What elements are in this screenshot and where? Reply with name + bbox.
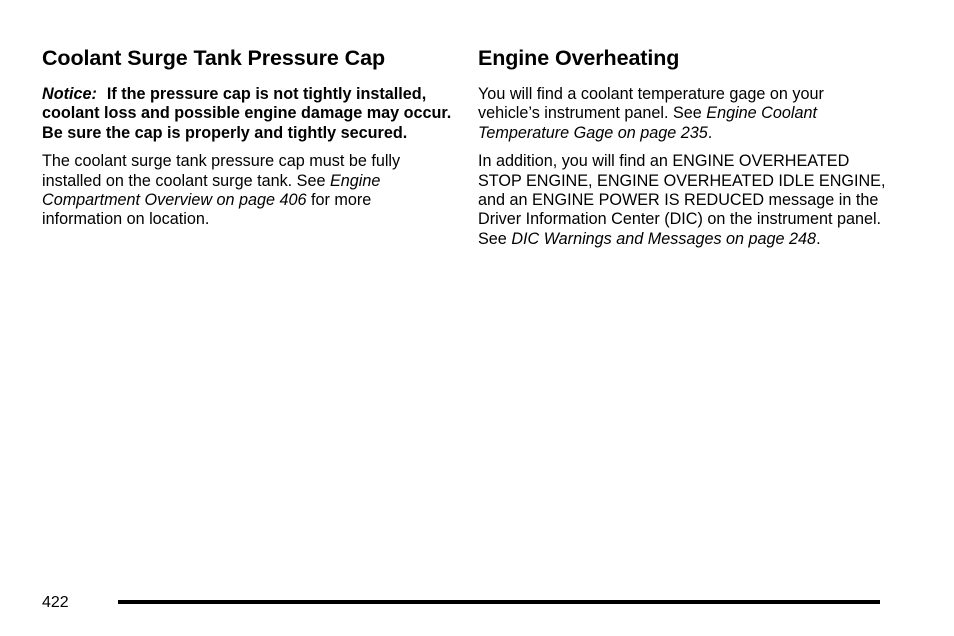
coolant-cap-text: The coolant surge tank pressure cap must be fully installed on the coolant surge tank. See — [42, 152, 401, 190]
notice-label: Notice: — [42, 85, 97, 103]
footer-rule — [118, 600, 880, 604]
overheating-text-1: You will find a coolant temperature gage on your vehicle’s instrument panel. See — [478, 85, 824, 123]
coolant-cap-text-end: for more information on location. — [42, 191, 372, 229]
overheating-paragraph-2 — [478, 152, 890, 249]
notice-text: If the pressure cap is not tightly installed, coolant loss and possible engine damage may occur. Be sure the cap is properly and tightly secured. — [42, 85, 452, 142]
overheating-text-2-end: . — [816, 229, 821, 248]
reference-coolant-temp-gage[interactable]: Engine Coolant Temperature Gage on page 235 — [478, 104, 817, 142]
overheating-paragraph-1 — [478, 85, 890, 143]
left-column — [42, 44, 454, 230]
section-heading-engine-overheating: Engine Overheating — [478, 46, 680, 70]
right-column — [478, 44, 890, 249]
reference-engine-compartment[interactable]: Engine Compartment Overview on page 406 — [42, 171, 381, 210]
section-heading-coolant-cap: Coolant Surge Tank Pressure Cap — [42, 46, 385, 70]
overheating-text-1-end: . — [707, 123, 713, 142]
overheating-text-2: In addition, you will find an ENGINE OVERHEATED STOP ENGINE, ENGINE OVERHEATED IDLE ENGINE, and an ENGINE POWER IS REDUCED message in the Driver Information Center (DIC) on the instrument panel. See — [478, 152, 886, 248]
reference-dic-warnings[interactable]: DIC Warnings and Messages on page 248 — [511, 229, 817, 248]
notice-paragraph — [42, 85, 454, 143]
page-number: 422 — [42, 594, 69, 611]
coolant-cap-paragraph — [42, 152, 454, 230]
